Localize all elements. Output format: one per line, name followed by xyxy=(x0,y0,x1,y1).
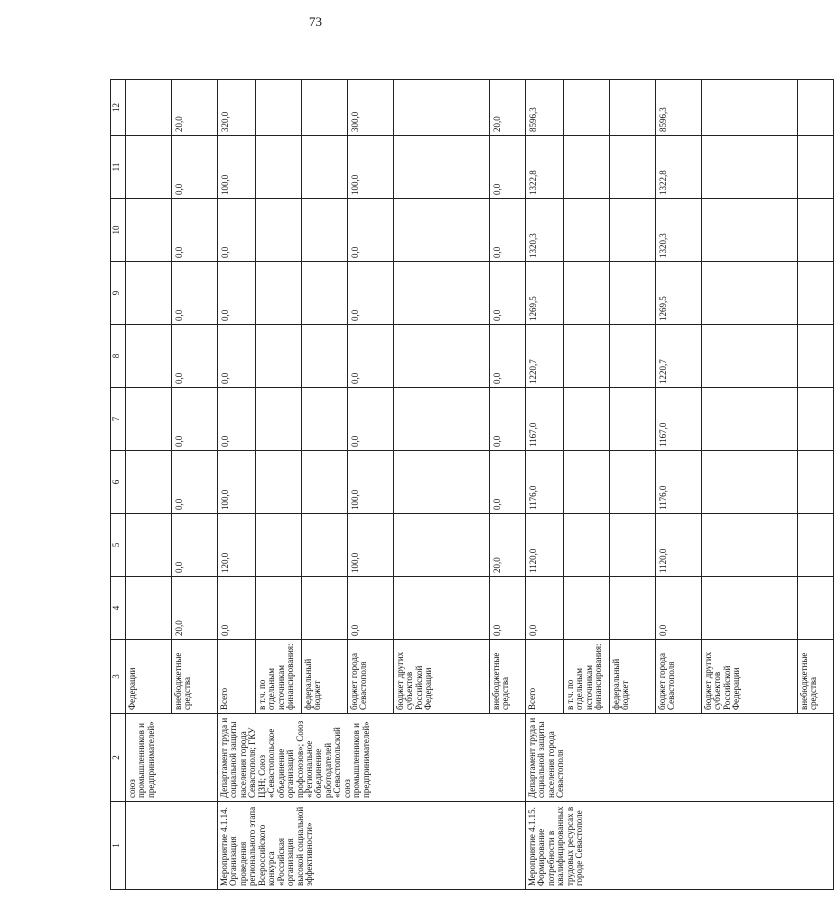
value-cell xyxy=(394,577,490,640)
value-cell: 1220,7 xyxy=(526,325,564,388)
value-cell xyxy=(610,577,656,640)
value-cell: 8596,3 xyxy=(526,80,564,136)
value-cell xyxy=(394,388,490,451)
value-cell: 0,0 xyxy=(172,325,218,388)
column-number: 5 xyxy=(111,514,126,577)
value-cell: 0,0 xyxy=(172,451,218,514)
column-number: 1 xyxy=(111,802,126,890)
value-cell xyxy=(302,451,348,514)
value-cell xyxy=(126,514,172,577)
value-cell xyxy=(610,136,656,199)
value-cell xyxy=(798,514,834,577)
column-number: 11 xyxy=(111,136,126,199)
value-cell xyxy=(302,199,348,262)
funding-source-cell: в т.ч. по отдельным источникам финансирования: xyxy=(256,640,302,714)
value-cell: 0,0 xyxy=(348,262,394,325)
value-cell: 1120,0 xyxy=(526,514,564,577)
value-cell xyxy=(126,451,172,514)
value-cell xyxy=(302,577,348,640)
table-row xyxy=(218,80,256,890)
value-cell xyxy=(256,199,302,262)
value-cell xyxy=(256,514,302,577)
value-cell xyxy=(126,262,172,325)
value-cell xyxy=(702,388,798,451)
value-cell xyxy=(394,262,490,325)
value-cell xyxy=(798,388,834,451)
value-cell: 120,0 xyxy=(218,514,256,577)
funding-table-rotated xyxy=(110,80,819,890)
value-cell: 1176,0 xyxy=(526,451,564,514)
value-cell xyxy=(126,136,172,199)
value-cell: 0,0 xyxy=(526,577,564,640)
value-cell: 0,0 xyxy=(218,262,256,325)
executor-cell: союз промышленников и предпринимателей» xyxy=(126,714,218,802)
value-cell xyxy=(394,451,490,514)
funding-source-cell: внебюджетные средства xyxy=(172,640,218,714)
value-cell: 1320,3 xyxy=(526,199,564,262)
value-cell: 0,0 xyxy=(490,199,526,262)
value-cell xyxy=(798,199,834,262)
funding-source-cell: внебюджетные средства xyxy=(490,640,526,714)
value-cell: 0,0 xyxy=(172,514,218,577)
value-cell: 0,0 xyxy=(348,577,394,640)
value-cell xyxy=(702,451,798,514)
value-cell xyxy=(702,199,798,262)
value-cell xyxy=(256,388,302,451)
value-cell: 100,0 xyxy=(348,514,394,577)
funding-source-cell: внебюджетные средства xyxy=(798,640,834,714)
executor-cell: Департамент труда и социальной защиты населения города Севастополя; ГКУ ЦЗН; Союз «Севастопольское объединение организаций профсоюзов»; Союз «Региональное объединение работодателей «Севастопольский союз промышленников и предпринимателей» xyxy=(218,714,526,802)
value-cell xyxy=(126,325,172,388)
value-cell xyxy=(702,577,798,640)
value-cell xyxy=(702,514,798,577)
value-cell: 100,0 xyxy=(218,136,256,199)
value-cell xyxy=(564,514,610,577)
value-cell xyxy=(126,388,172,451)
table-row xyxy=(126,80,172,890)
table-body xyxy=(126,80,834,890)
value-cell: 1167,0 xyxy=(656,388,702,451)
funding-source-cell: Всего xyxy=(526,640,564,714)
value-cell xyxy=(702,262,798,325)
value-cell xyxy=(126,199,172,262)
value-cell: 0,0 xyxy=(348,199,394,262)
value-cell: 0,0 xyxy=(172,199,218,262)
value-cell: 8596,3 xyxy=(656,80,702,136)
funding-source-cell: бюджет города Севастополя xyxy=(656,640,702,714)
value-cell: 1167,0 xyxy=(526,388,564,451)
value-cell: 1322,8 xyxy=(656,136,702,199)
value-cell: 1269,5 xyxy=(526,262,564,325)
measure-name-cell: Мероприятие 4.1.15. Формирование потребности в квалифицированных трудовых ресурсах в городе Севастополе xyxy=(526,802,834,890)
value-cell xyxy=(302,262,348,325)
value-cell xyxy=(564,451,610,514)
measure-name-cell: Мероприятие 4.1.14. Организация проведения регионального этапа Всероссийского конкурса «Российская организация высокой социальной эффективности» xyxy=(218,802,526,890)
funding-source-cell: бюджет других субъектов Российской Федерации xyxy=(394,640,490,714)
value-cell xyxy=(702,80,798,136)
funding-table xyxy=(110,79,834,890)
value-cell xyxy=(394,514,490,577)
column-number: 10 xyxy=(111,199,126,262)
value-cell xyxy=(564,325,610,388)
value-cell xyxy=(798,451,834,514)
column-number: 12 xyxy=(111,80,126,136)
value-cell xyxy=(394,199,490,262)
value-cell xyxy=(610,262,656,325)
value-cell xyxy=(256,80,302,136)
value-cell xyxy=(564,136,610,199)
value-cell xyxy=(302,388,348,451)
value-cell xyxy=(126,80,172,136)
value-cell: 0,0 xyxy=(172,388,218,451)
value-cell: 0,0 xyxy=(490,136,526,199)
value-cell: 0,0 xyxy=(218,199,256,262)
value-cell xyxy=(610,325,656,388)
value-cell: 300,0 xyxy=(348,80,394,136)
column-number-row xyxy=(111,80,126,890)
value-cell xyxy=(702,136,798,199)
page-number: 73 xyxy=(309,14,322,29)
value-cell xyxy=(798,262,834,325)
value-cell xyxy=(610,514,656,577)
value-cell xyxy=(394,80,490,136)
value-cell: 0,0 xyxy=(218,325,256,388)
value-cell xyxy=(610,451,656,514)
column-number: 2 xyxy=(111,714,126,802)
value-cell: 100,0 xyxy=(348,451,394,514)
value-cell xyxy=(610,80,656,136)
value-cell xyxy=(256,262,302,325)
value-cell: 20,0 xyxy=(172,80,218,136)
value-cell xyxy=(256,136,302,199)
value-cell xyxy=(798,325,834,388)
column-number: 8 xyxy=(111,325,126,388)
value-cell: 0,0 xyxy=(172,262,218,325)
funding-source-cell: бюджет города Севастополя xyxy=(348,640,394,714)
value-cell: 1320,3 xyxy=(656,199,702,262)
executor-cell: Департамент труда и социальной защиты населения города Севастополя xyxy=(526,714,834,802)
value-cell: 1269,5 xyxy=(656,262,702,325)
value-cell: 0,0 xyxy=(490,262,526,325)
funding-source-cell: федеральный бюджет xyxy=(610,640,656,714)
value-cell: 20,0 xyxy=(172,577,218,640)
value-cell: 1322,8 xyxy=(526,136,564,199)
value-cell: 100,0 xyxy=(218,451,256,514)
value-cell xyxy=(394,136,490,199)
value-cell xyxy=(798,577,834,640)
value-cell: 0,0 xyxy=(348,388,394,451)
value-cell: 20,0 xyxy=(490,514,526,577)
value-cell: 0,0 xyxy=(218,388,256,451)
value-cell: 0,0 xyxy=(490,451,526,514)
value-cell: 100,0 xyxy=(348,136,394,199)
value-cell: 0,0 xyxy=(218,577,256,640)
value-cell: 0,0 xyxy=(490,388,526,451)
value-cell xyxy=(302,80,348,136)
funding-source-cell: федеральный бюджет xyxy=(302,640,348,714)
value-cell: 1120,0 xyxy=(656,514,702,577)
value-cell xyxy=(256,451,302,514)
value-cell: 0,0 xyxy=(172,136,218,199)
header-row xyxy=(111,80,126,890)
column-number: 4 xyxy=(111,577,126,640)
column-number: 9 xyxy=(111,262,126,325)
value-cell xyxy=(126,577,172,640)
value-cell xyxy=(564,577,610,640)
column-number: 6 xyxy=(111,451,126,514)
value-cell xyxy=(610,388,656,451)
value-cell: 320,0 xyxy=(218,80,256,136)
funding-source-cell: Всего xyxy=(218,640,256,714)
value-cell xyxy=(610,199,656,262)
value-cell xyxy=(302,325,348,388)
value-cell xyxy=(256,577,302,640)
column-number: 7 xyxy=(111,388,126,451)
measure-name-cell xyxy=(126,802,218,890)
funding-source-cell: бюджет других субъектов Российской Федерации xyxy=(702,640,798,714)
value-cell: 0,0 xyxy=(348,325,394,388)
value-cell xyxy=(564,199,610,262)
value-cell: 0,0 xyxy=(490,577,526,640)
value-cell xyxy=(564,262,610,325)
value-cell xyxy=(798,80,834,136)
value-cell: 1176,0 xyxy=(656,451,702,514)
value-cell: 0,0 xyxy=(656,577,702,640)
table-row xyxy=(526,80,564,890)
funding-source-cell: в т.ч. по отдельным источникам финансирования: xyxy=(564,640,610,714)
value-cell xyxy=(564,80,610,136)
column-number: 3 xyxy=(111,640,126,714)
funding-source-cell: Федерации xyxy=(126,640,172,714)
value-cell xyxy=(256,325,302,388)
value-cell xyxy=(394,325,490,388)
value-cell xyxy=(564,388,610,451)
value-cell xyxy=(798,136,834,199)
value-cell xyxy=(302,136,348,199)
value-cell: 20,0 xyxy=(490,80,526,136)
value-cell: 0,0 xyxy=(490,325,526,388)
value-cell xyxy=(302,514,348,577)
value-cell xyxy=(702,325,798,388)
value-cell: 1220,7 xyxy=(656,325,702,388)
